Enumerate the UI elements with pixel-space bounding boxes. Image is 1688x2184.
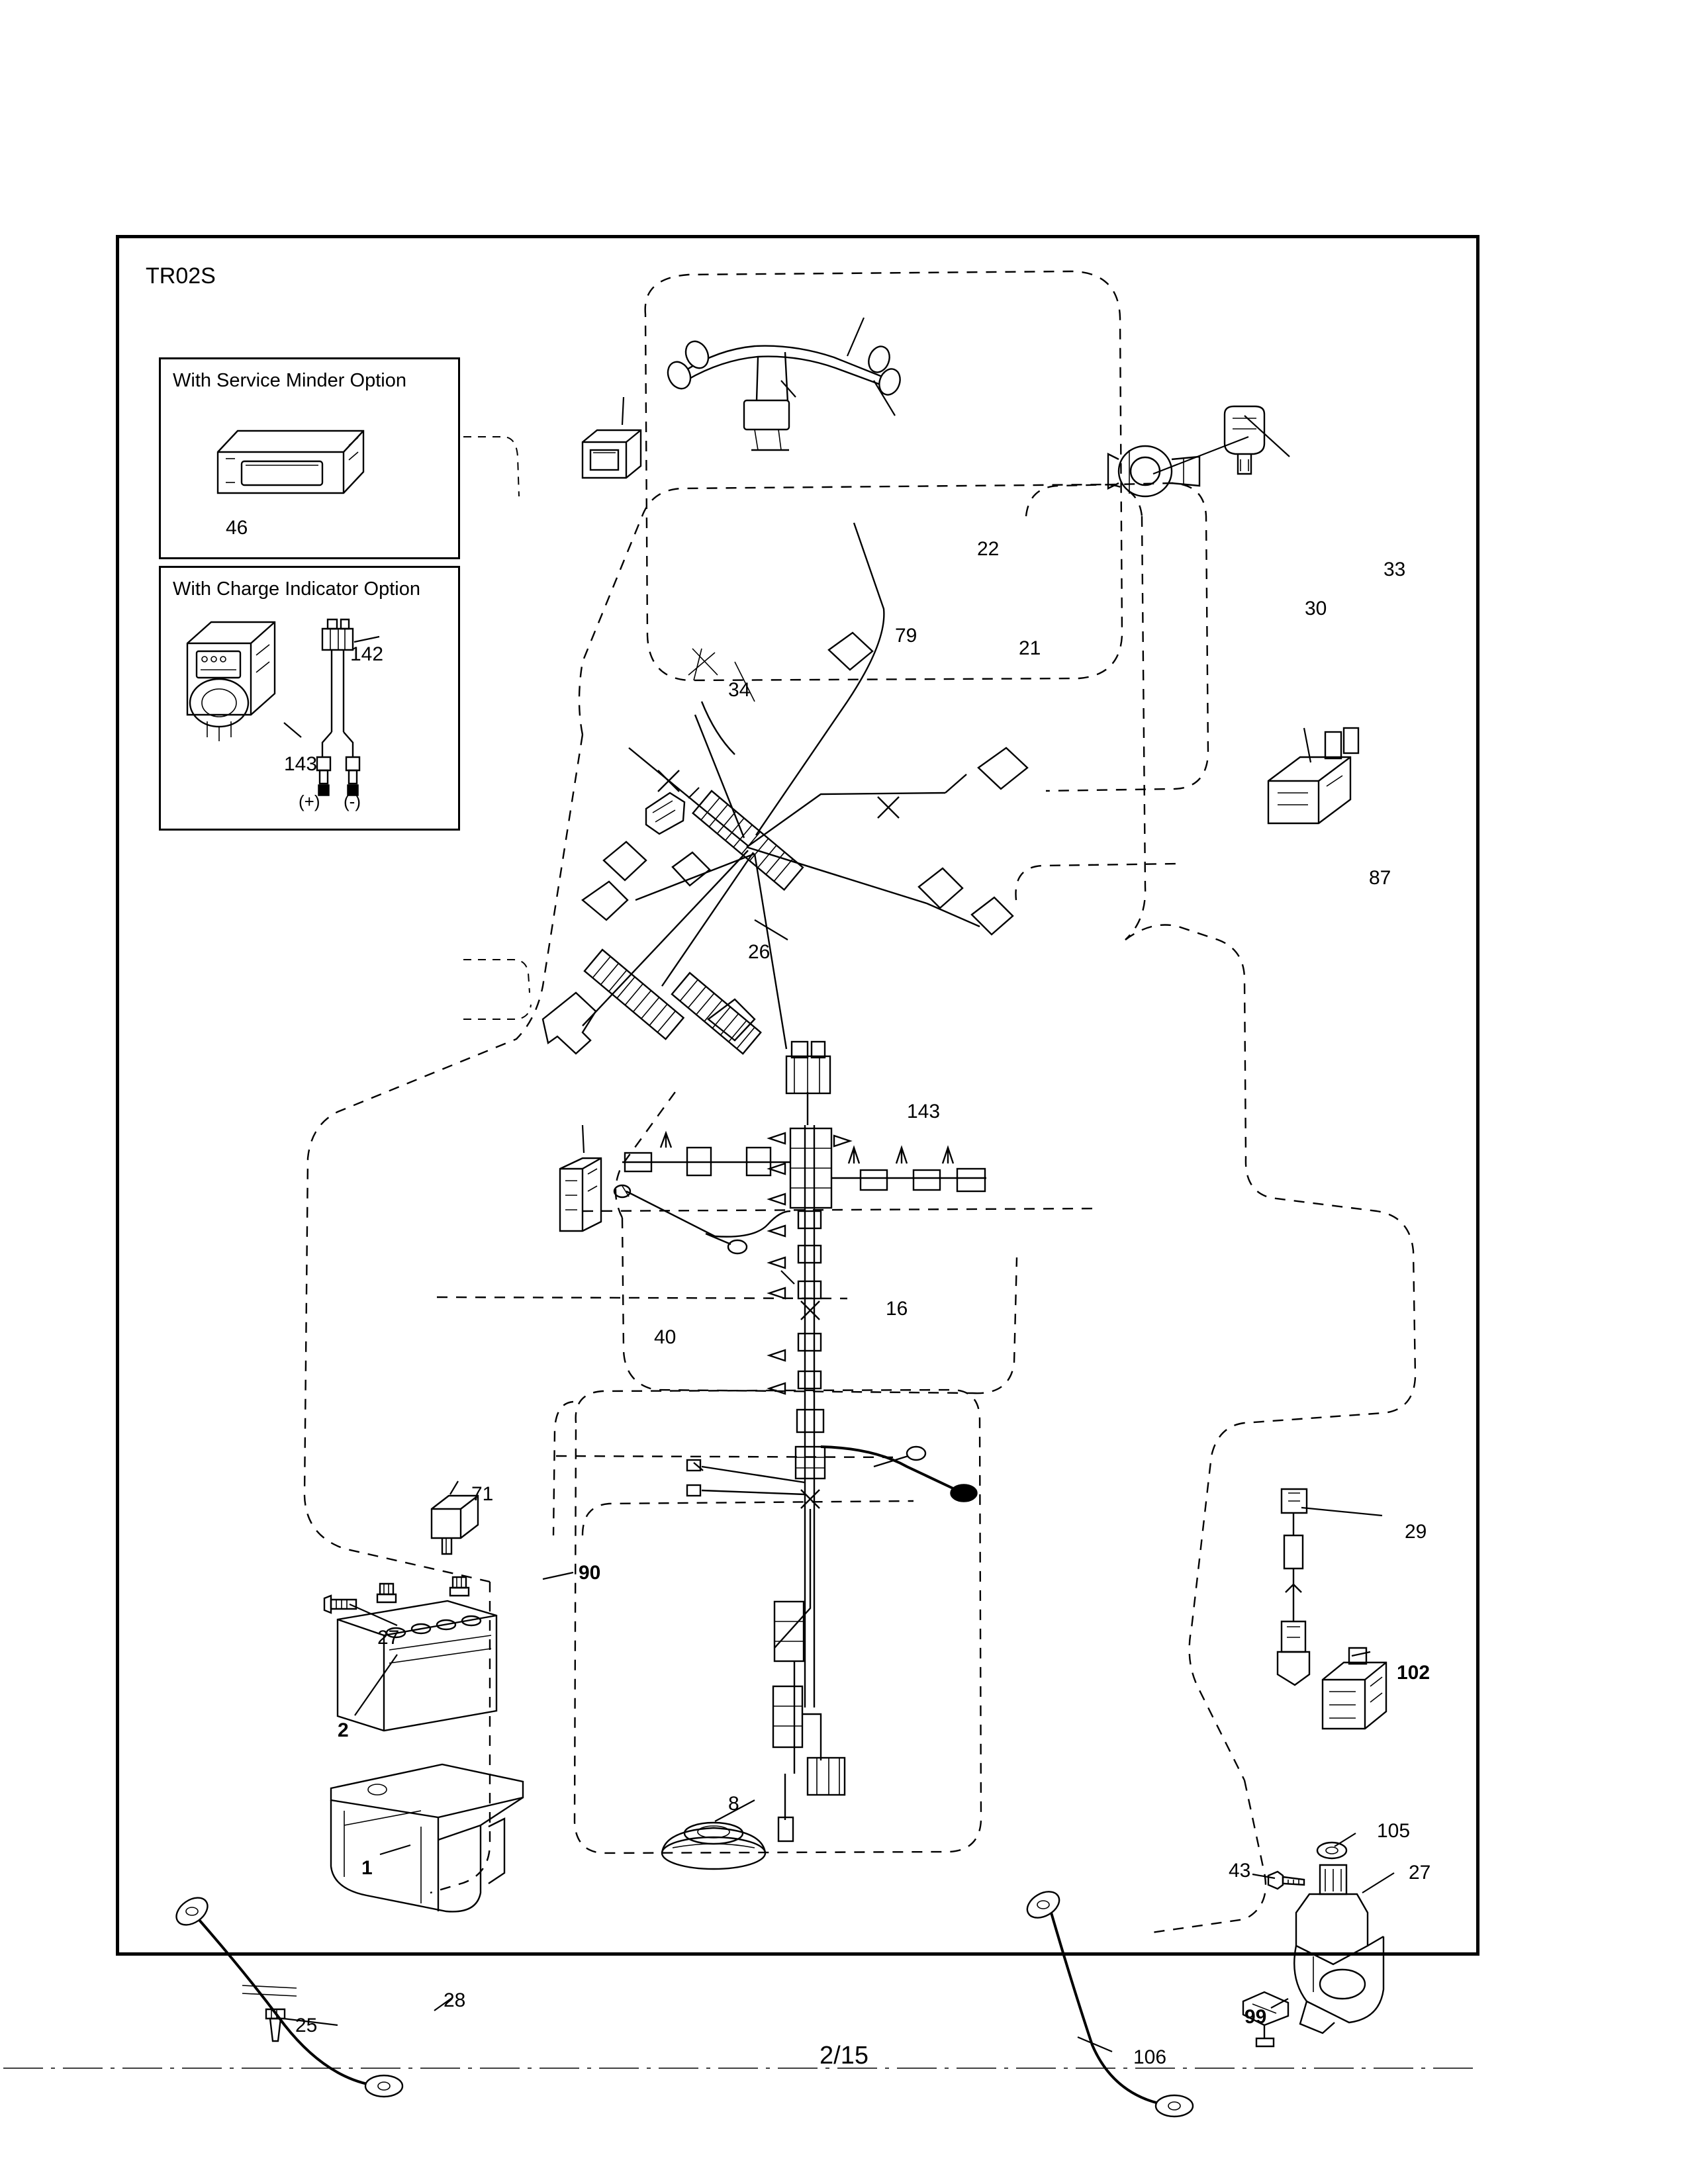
callout-29: 8: [728, 1793, 739, 1815]
callout-25: 106: [1133, 2046, 1167, 2068]
diagram-code-label: TR02S: [146, 263, 216, 289]
inset-charge-indicator: [159, 566, 460, 831]
callout-102: 29: [1405, 1521, 1427, 1543]
callout-22: 22: [977, 538, 1000, 560]
callout-99: 43: [1229, 1860, 1251, 1882]
callout-46: 46: [226, 517, 248, 539]
polarity-positive-label: (+): [299, 792, 320, 811]
callout-33: 33: [1383, 559, 1406, 580]
callout-71: 16: [886, 1298, 908, 1320]
callout-8: 1: [361, 1857, 373, 1879]
inset-service-minder: [159, 357, 460, 559]
callout-26: 26: [748, 941, 771, 963]
inset-service-minder-title: With Service Minder Option: [173, 370, 406, 391]
inset-charge-indicator-title: With Charge Indicator Option: [173, 578, 420, 600]
callout-142: 142: [350, 643, 384, 665]
callout-143: 143: [284, 753, 318, 775]
callout-28: 25: [295, 2015, 318, 2036]
callout-34: 34: [728, 679, 751, 701]
callout-21: 21: [1019, 637, 1041, 659]
callout-106: 99: [1244, 2006, 1267, 2028]
callout-2: 27: [377, 1627, 400, 1649]
callout-55: 28: [444, 1989, 466, 2011]
callout-79: 79: [895, 625, 917, 647]
callout-87: 87: [1369, 867, 1391, 889]
page-number: 2/15: [820, 2042, 868, 2070]
callout-40: 143: [907, 1101, 941, 1122]
callout-27-solenoid: 105: [1377, 1820, 1411, 1842]
callout-43: 27: [1409, 1862, 1431, 1884]
callout-1: 2: [338, 1719, 349, 1741]
callout-16: 40: [654, 1326, 677, 1348]
polarity-negative-label: (-): [344, 792, 361, 811]
callout-30: 30: [1305, 598, 1327, 619]
callout-105: 102: [1397, 1662, 1430, 1684]
service-minder-artwork: [161, 359, 462, 561]
callout-90: 71: [471, 1483, 494, 1505]
callout-27-battery: 90: [579, 1562, 601, 1584]
